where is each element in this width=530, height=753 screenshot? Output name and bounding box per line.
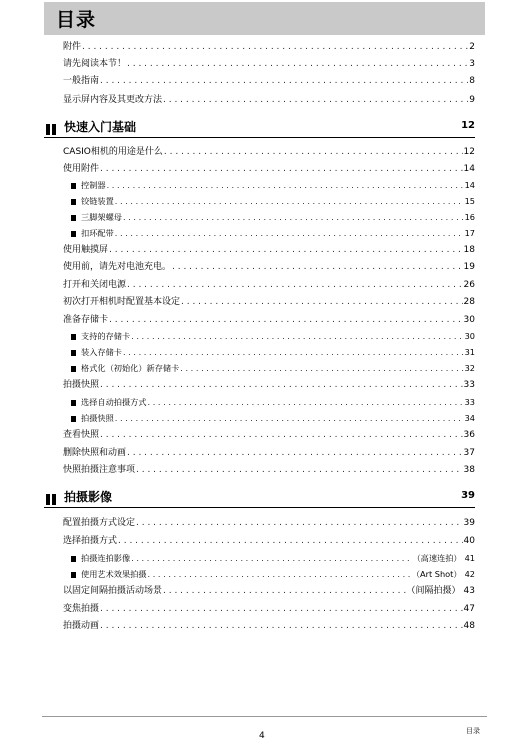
toc-subentry[interactable] [71, 342, 475, 358]
toc-subentry-label: 使用艺术效果拍摄 [81, 569, 147, 579]
bullet-icon [71, 334, 76, 340]
toc-subentry-page: 32 [464, 363, 475, 373]
dot-leader [127, 59, 468, 70]
toc-subentry-page: 16 [464, 212, 475, 222]
toc-entry-label: 配置拍摄方式设定 [63, 518, 136, 528]
bullet-icon [71, 366, 76, 372]
toc-subentry-note: （Art Shot） [411, 569, 462, 579]
dot-leader [118, 536, 463, 547]
dot-leader [107, 180, 464, 191]
toc-entry[interactable] [63, 142, 475, 158]
toc-entry[interactable] [63, 37, 475, 53]
dot-leader [123, 212, 464, 223]
bullet-icon [71, 215, 76, 221]
bullet-icon [71, 183, 76, 189]
toc-entry-label: 初次打开相机时配置基本设定 [63, 297, 181, 307]
toc-subentry-page: 34 [464, 413, 475, 423]
dot-leader [164, 147, 463, 158]
toc-entry[interactable] [63, 240, 475, 256]
toc-entry-page: 26 [463, 280, 475, 290]
bullet-icon [71, 231, 76, 237]
bullet-icon [71, 350, 76, 356]
toc-entry[interactable] [63, 375, 475, 391]
dot-leader [100, 380, 463, 391]
toc-subentry-label: 选择自动拍摄方式 [81, 397, 147, 407]
dot-leader [115, 228, 464, 239]
toc-entry[interactable] [63, 581, 475, 597]
toc-entry-page: 2 [469, 42, 475, 52]
toc-entry-label: 变焦拍摄 [63, 604, 100, 614]
dot-leader [136, 518, 463, 529]
bullet-icon [71, 199, 76, 205]
toc-subentry-label: 拍摄连拍影像 [81, 553, 131, 563]
toc-entry-page: 3 [469, 59, 475, 69]
toc-entry-label: 使用前，请先对电池充电。 [63, 262, 172, 272]
toc-entry-page: 19 [463, 262, 475, 272]
toc-entry-label: 选择拍摄方式 [63, 536, 118, 546]
toc-entry-page: 43 [463, 586, 475, 596]
toc-entry[interactable] [63, 513, 475, 529]
toc-subentry[interactable] [71, 358, 475, 374]
toc-entry[interactable] [63, 616, 475, 632]
toc-subentry-label: 拍摄快照 [81, 413, 114, 423]
toc-entry-label: 删除快照和动画 [63, 448, 127, 458]
toc-subentry[interactable] [71, 207, 475, 223]
chapter-page: 12 [461, 120, 475, 131]
bullet-icon [71, 572, 76, 578]
toc-subentry[interactable] [71, 175, 475, 191]
toc-entry[interactable] [63, 292, 475, 308]
toc-entry-page: 18 [463, 245, 475, 255]
chapter-heading[interactable] [44, 117, 475, 138]
toc-subentry-label: 三脚架螺母 [81, 212, 122, 222]
toc-subentry-label: 装入存储卡 [81, 347, 122, 357]
toc-entry-label: 显示屏内容及其更改方法 [63, 95, 163, 105]
toc-entry[interactable] [63, 531, 475, 547]
dot-leader [127, 280, 463, 291]
toc-entry-page: 30 [463, 315, 475, 325]
dot-leader [109, 315, 463, 326]
dot-leader [100, 621, 463, 632]
toc-entry-page: 9 [469, 95, 475, 105]
toc-entry-page: 33 [463, 380, 475, 390]
toc-entry-page: 38 [463, 465, 475, 475]
dot-leader [123, 347, 464, 358]
toc-subentry[interactable] [71, 408, 475, 424]
dot-leader [148, 569, 411, 580]
toc-subentry-page: 14 [464, 180, 475, 190]
dot-leader [100, 76, 468, 87]
chapter-title: 拍摄影像 [64, 490, 113, 504]
toc-entry-page: 48 [463, 621, 475, 631]
toc-entry-label: 附件 [63, 42, 82, 52]
toc-entry-label: 打开和关闭电源 [63, 280, 127, 290]
dot-leader [109, 245, 463, 256]
toc-entry-page: 36 [463, 430, 475, 440]
toc-entry-note: （间隔拍摄） [406, 586, 461, 596]
dot-leader [100, 604, 463, 615]
toc-entry[interactable] [63, 599, 475, 615]
toc-entry-label: 准备存储卡 [63, 315, 109, 325]
dot-leader [163, 586, 406, 597]
toc-subentry-label: 格式化（初始化）新存储卡 [81, 363, 180, 373]
toc-entry-page: 12 [463, 147, 475, 157]
toc-entry[interactable] [63, 90, 475, 106]
toc-subentry[interactable] [71, 564, 475, 580]
toc-subentry[interactable] [71, 326, 475, 342]
bullet-icon [71, 416, 76, 422]
toc-subentry-label: 扣环配带 [81, 228, 114, 238]
toc-entry-label: 拍摄动画 [63, 621, 100, 631]
chapter-marker-icon [46, 490, 58, 509]
toc-subentry-label: 控制器 [81, 180, 106, 190]
dot-leader [163, 95, 468, 106]
chapter-title: 快速入门基础 [64, 120, 137, 134]
page-number: 4 [259, 731, 265, 741]
dot-leader [131, 331, 463, 342]
toc-entry[interactable] [63, 54, 475, 70]
dot-leader [100, 164, 463, 175]
toc-subentry[interactable] [71, 548, 475, 564]
bullet-icon [71, 556, 76, 562]
dot-leader [181, 297, 463, 308]
toc-entry[interactable] [63, 275, 475, 291]
footer-divider [42, 716, 487, 717]
dot-leader [115, 196, 464, 207]
toc-entry-label: CASIO相机的用途是什么 [63, 147, 163, 157]
toc-entry-page: 28 [463, 297, 475, 307]
toc-entry-label: 快照拍摄注意事项 [63, 465, 136, 475]
toc-entry-page: 40 [463, 536, 475, 546]
chapter-page: 39 [461, 490, 475, 501]
toc-entry-label: 查看快照 [63, 430, 100, 440]
toc-subentry-page: 31 [464, 347, 475, 357]
toc-subentry-page: 42 [464, 569, 475, 579]
toc-entry-page: 47 [463, 604, 475, 614]
bullet-icon [71, 400, 76, 406]
chapter-marker-icon [46, 120, 58, 139]
toc-entry-label: 请先阅读本节！ [63, 59, 127, 69]
dot-leader [82, 42, 468, 53]
toc-entry[interactable] [63, 310, 475, 326]
toc-entry[interactable] [63, 159, 475, 175]
toc-entry-label: 拍摄快照 [63, 380, 100, 390]
toc-entry[interactable] [63, 443, 475, 459]
dot-leader [127, 448, 463, 459]
chapter-heading[interactable] [44, 487, 475, 508]
toc-entry-page: 8 [469, 76, 475, 86]
toc-subentry-page: 30 [464, 331, 475, 341]
title-bar [44, 2, 485, 35]
dot-leader [172, 262, 463, 273]
toc-entry-page: 39 [463, 518, 475, 528]
toc-subentry-label: 铰链装置 [81, 196, 114, 206]
toc-subentry[interactable] [71, 392, 475, 408]
toc-entry[interactable] [63, 425, 475, 441]
toc-entry[interactable] [63, 460, 475, 476]
toc-subentry[interactable] [71, 191, 475, 207]
dot-leader [180, 363, 463, 374]
dot-leader [100, 430, 463, 441]
dot-leader [148, 397, 464, 408]
toc-entry-page: 14 [463, 164, 475, 174]
toc-subentry[interactable] [71, 223, 475, 239]
toc-entry-label: 使用附件 [63, 164, 100, 174]
toc-subentry-label: 支持的存储卡 [81, 331, 131, 341]
dot-leader [115, 413, 464, 424]
toc-entry[interactable] [63, 257, 475, 273]
toc-subentry-page: 15 [464, 196, 475, 206]
toc-subentry-note: （高速连拍） [412, 553, 462, 563]
toc-entry-label: 以固定间隔拍摄活动场景 [63, 586, 163, 596]
toc-entry[interactable] [63, 71, 475, 87]
toc-subentry-page: 17 [464, 228, 475, 238]
toc-entry-page: 37 [463, 448, 475, 458]
toc-subentry-page: 41 [464, 553, 475, 563]
page-title: 目录 [56, 9, 97, 31]
toc-subentry-page: 33 [464, 397, 475, 407]
toc-entry-label: 使用触摸屏 [63, 245, 109, 255]
footer-section-label[interactable]: 目录 [466, 727, 480, 735]
toc-entry-label: 一般指南 [63, 76, 100, 86]
dot-leader [131, 553, 411, 564]
dot-leader [136, 465, 463, 476]
